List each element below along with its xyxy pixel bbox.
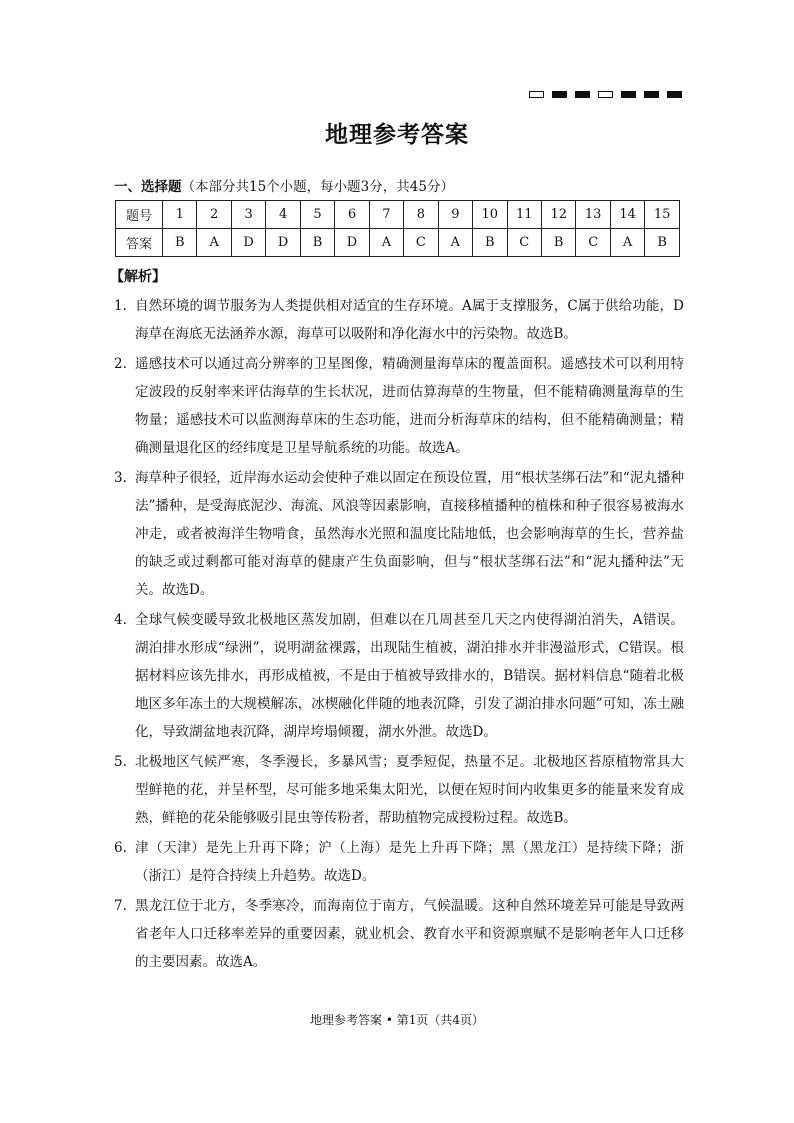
header-marks [529, 91, 682, 98]
answer-cell: A [610, 229, 644, 257]
analysis-label: 【解析】 [110, 269, 166, 285]
answer-cell: B [300, 229, 334, 257]
question-number-row [116, 201, 680, 229]
item-text: 津（天津）是先上升再下降；沪（上海）是先上升再下降；黑（黑龙江）是持续下降；浙（浙江）是符合持续上升趋势。故选D。 [135, 840, 684, 884]
item-number: 6. [114, 840, 127, 856]
item-number: 5. [114, 754, 127, 770]
item-text: 遥感技术可以通过高分辨率的卫星图像，精确测量海草床的覆盖面积。遥感技术可以利用特定波段的反射率来评估海草的生长状况，进而估算海草的生物量，但不能精确测量海草的生物量；遥感技术可以监测海草床的生态功能，进而分析海草床的结构，但不能精确测量；精确测量退化区的经纬度是卫星导航系统的功能。故选A。 [135, 356, 684, 456]
answer-table [115, 200, 680, 257]
item-number: 1. [114, 298, 127, 314]
item-number: 2. [114, 356, 127, 372]
section-note: （本部分共15个小题，每小题3分，共45分） [181, 179, 454, 195]
item-text: 全球气候变暖导致北极地区蒸发加剧，但难以在几周甚至几天之内使得湖泊消失，A错误。湖泊排水形成“绿洲”，说明湖盆裸露，出现陆生植被，湖泊排水并非漫溢形式，C错误。根据材料应该先排水，再形成植被，不是由于植被导致排水的，B错误。据材料信息“随着北极地区多年冻土的大规模解冻，冰楔融化伴随的地表沉降，引发了湖泊排水问题”可知，冻土融化，导致湖盆地表沉降，湖岸垮塌倾覆，湖水外泄。故选D。 [135, 612, 684, 740]
question-number: 1 [163, 201, 197, 229]
answer-cell: C [507, 229, 541, 257]
page-title: 地理参考答案 [325, 121, 469, 148]
answer-cell: A [197, 229, 231, 257]
question-number: 11 [507, 201, 541, 229]
list-item [114, 892, 684, 976]
section-heading [114, 175, 454, 195]
question-number: 2 [197, 201, 231, 229]
item-text: 黑龙江位于北方，冬季寒冷，而海南位于南方，气候温暖。这种自然环境差异可能是导致两省老年人口迁移率差异的重要因素，就业机会、教育水平和资源禀赋不是影响老年人口迁移的主要因素。故选A。 [135, 898, 684, 970]
answer-cell: B [645, 229, 680, 257]
answer-cell: C [576, 229, 610, 257]
question-number: 12 [541, 201, 575, 229]
question-number: 14 [610, 201, 644, 229]
row-label: 题号 [116, 201, 163, 229]
hollow-square-mark [529, 91, 544, 98]
filled-square-mark [667, 91, 682, 98]
list-item [114, 834, 684, 890]
answer-cell: C [404, 229, 438, 257]
list-item [114, 464, 684, 604]
list-item [114, 606, 684, 746]
question-number: 4 [266, 201, 300, 229]
list-item [114, 292, 684, 348]
answer-cell: D [231, 229, 265, 257]
question-number: 6 [335, 201, 369, 229]
row-label: 答案 [116, 229, 163, 257]
filled-square-mark [644, 91, 659, 98]
answer-row [116, 229, 680, 257]
answer-cell: D [266, 229, 300, 257]
answer-cell: B [473, 229, 507, 257]
item-number: 7. [114, 898, 127, 914]
answer-cell: D [335, 229, 369, 257]
filled-square-mark [575, 91, 590, 98]
analysis-list [114, 292, 684, 978]
item-number: 4. [114, 612, 127, 628]
question-number: 9 [438, 201, 472, 229]
list-item [114, 748, 684, 832]
answer-cell: A [438, 229, 472, 257]
question-number: 13 [576, 201, 610, 229]
question-number: 10 [473, 201, 507, 229]
section-prefix: 一、选择题 [114, 179, 182, 195]
list-item [114, 350, 684, 462]
item-text: 自然环境的调节服务为人类提供相对适宜的生存环境。A属于支撑服务，C属于供给功能，D海草在海底无法涵养水源，海草可以吸附和净化海水中的污染物。故选B。 [135, 298, 684, 342]
item-number: 3. [114, 470, 127, 486]
question-number: 8 [404, 201, 438, 229]
answer-cell: B [541, 229, 575, 257]
answer-cell: A [369, 229, 403, 257]
answer-cell: B [163, 229, 197, 257]
item-text: 北极地区气候严寒，冬季漫长，多暴风雪；夏季短促，热量不足。北极地区苔原植物常具大型鲜艳的花，并呈杯型，尽可能多地采集太阳光，以便在短时间内收集更多的能量来发育成熟，鲜艳的花朵能够吸引昆虫等传粉者，帮助植物完成授粉过程。故选B。 [135, 754, 684, 826]
page-footer: 地理参考答案 • 第1页（共4页） [310, 1013, 484, 1027]
item-text: 海草种子很轻，近岸海水运动会使种子难以固定在预设位置，用“根状茎绑石法”和“泥丸播种法”播种，是受海底泥沙、海流、风浪等因素影响，直接移植播种的植株和种子很容易被海水冲走，或者被海洋生物啃食，虽然海水光照和温度比陆地低，也会影响海草的生长，营养盐的缺乏或过剩都可能对海草的健康产生负面影响，但与“根状茎绑石法”和“泥丸播种法”无关。故选D。 [135, 470, 684, 598]
hollow-square-mark [598, 91, 613, 98]
question-number: 7 [369, 201, 403, 229]
question-number: 5 [300, 201, 334, 229]
filled-square-mark [621, 91, 636, 98]
filled-square-mark [552, 91, 567, 98]
question-number: 3 [231, 201, 265, 229]
question-number: 15 [645, 201, 680, 229]
